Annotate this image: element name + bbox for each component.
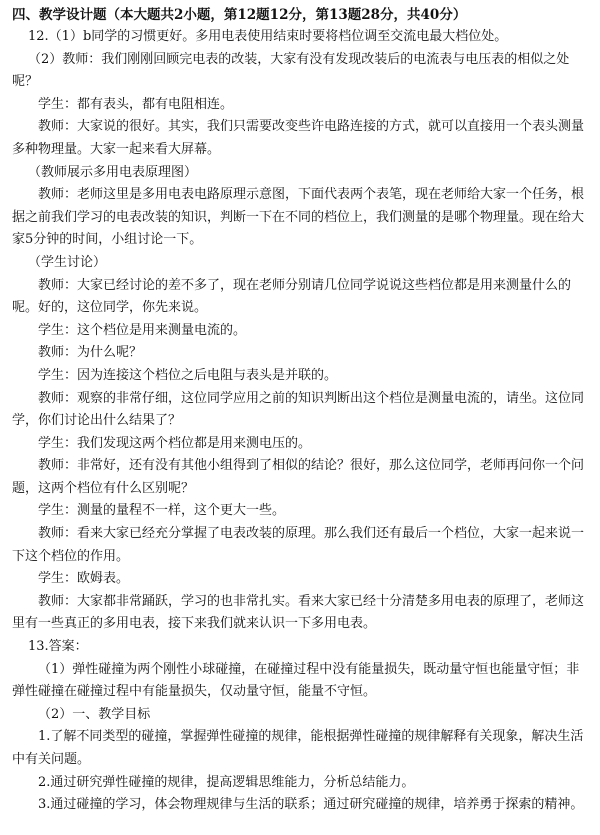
- teaching-objective-3: 3.通过碰撞的学习，体会物理规律与生活的联系；通过研究碰撞的规律，培养勇于探索的精神。: [38, 797, 584, 813]
- teaching-objective-2: 2.通过研究弹性碰撞的规律，提高逻辑思维能力，分析总结能力。: [38, 774, 415, 790]
- dialogue-teacher: 教师：观察的非常仔细，这位同学应用之前的知识判断出这个档位是测量电流的，请坐。这位同学，你们讨论出什么结果了？: [12, 390, 585, 429]
- teaching-objective-1: 1.了解不同类型的碰撞，掌握弹性碰撞的规律，能根据弹性碰撞的规律解释有关现象，解决生活中有关问题。: [12, 729, 584, 767]
- dialogue-student: 学生：因为连接这个档位之后电阻与表头是并联的。: [38, 367, 338, 383]
- dialogue-teacher: 教师：非常好，还有没有其他小组得到了相似的结论？很好，那么这位同学，老师再问你一个问题，这两个档位有什么区别呢？: [12, 458, 585, 496]
- dialogue-teacher: 教师：老师这里是多用电表电路原理示意图，下面代表两个表笔，现在老师给大家一个任务，根据之前我们学习的电表改装的知识，判断一下在不同的档位上，我们测量的是哪个物理量。现在给大家5分钟的时间，小组讨论一下。: [12, 187, 585, 248]
- dialogue-teacher: 教师：看来大家已经充分掌握了电表改装的原理。那么我们还有最后一个档位，大家一起来说一下这个档位的作用。: [12, 526, 585, 564]
- answer-12-part-1: 12.（1）b同学的习惯更好。多用电表使用结束时要将档位调至交流电最大档位处。: [28, 29, 508, 44]
- stage-direction: （教师展示多用电表原理图）: [28, 164, 198, 180]
- dialogue-student: 学生：欧姆表。: [38, 571, 130, 587]
- dialogue-student: 学生：测量的量程不一样，这个更大一些。: [38, 503, 286, 519]
- dialogue-student: 学生：我们发现这两个档位都是用来测电压的。: [38, 435, 312, 451]
- answer-12-part-2-teacher: （2）教师：我们刚刚回顾完电表的改装，大家有没有发现改装后的电流表与电压表的相似之处呢？: [12, 51, 570, 90]
- answer-13-part-2-heading: （2）一、教学目标: [38, 706, 151, 722]
- dialogue-teacher: 教师：大家都非常踊跃，学习的也非常扎实。看来大家已经十分清楚多用电表的原理了，老师这里有一些真正的多用电表，接下来我们就来认识一下多用电表。: [12, 593, 585, 632]
- section-heading: 四、教学设计题（本大题共2小题，第12题12分，第13题28分，共40分）: [12, 7, 467, 23]
- stage-direction: （学生讨论）: [28, 254, 107, 270]
- dialogue-teacher: 教师：大家已经讨论的差不多了，现在老师分别请几位同学说说这些档位都是用来测量什么的呢。好的，这位同学，你先来说。: [12, 277, 572, 316]
- dialogue-student: 学生：这个档位是用来测量电流的。: [38, 322, 247, 338]
- dialogue-teacher: 教师：为什么呢？: [38, 345, 143, 361]
- dialogue-student: 学生：都有表头，都有电阻相连。: [38, 96, 234, 112]
- dialogue-teacher: 教师：大家说的很好。其实，我们只需要改变些许电路连接的方式，就可以直接用一个表头测量多种物理量。大家一起来看大屏幕。: [12, 119, 585, 157]
- answer-13-part-1: （1）弹性碰撞为两个刚性小球碰撞，在碰撞过程中没有能量损失，既动量守恒也能量守恒；非弹性碰撞在碰撞过程中有能量损失，仅动量守恒，能量不守恒。: [12, 661, 580, 700]
- answer-13-label: 13.答案：: [28, 639, 88, 655]
